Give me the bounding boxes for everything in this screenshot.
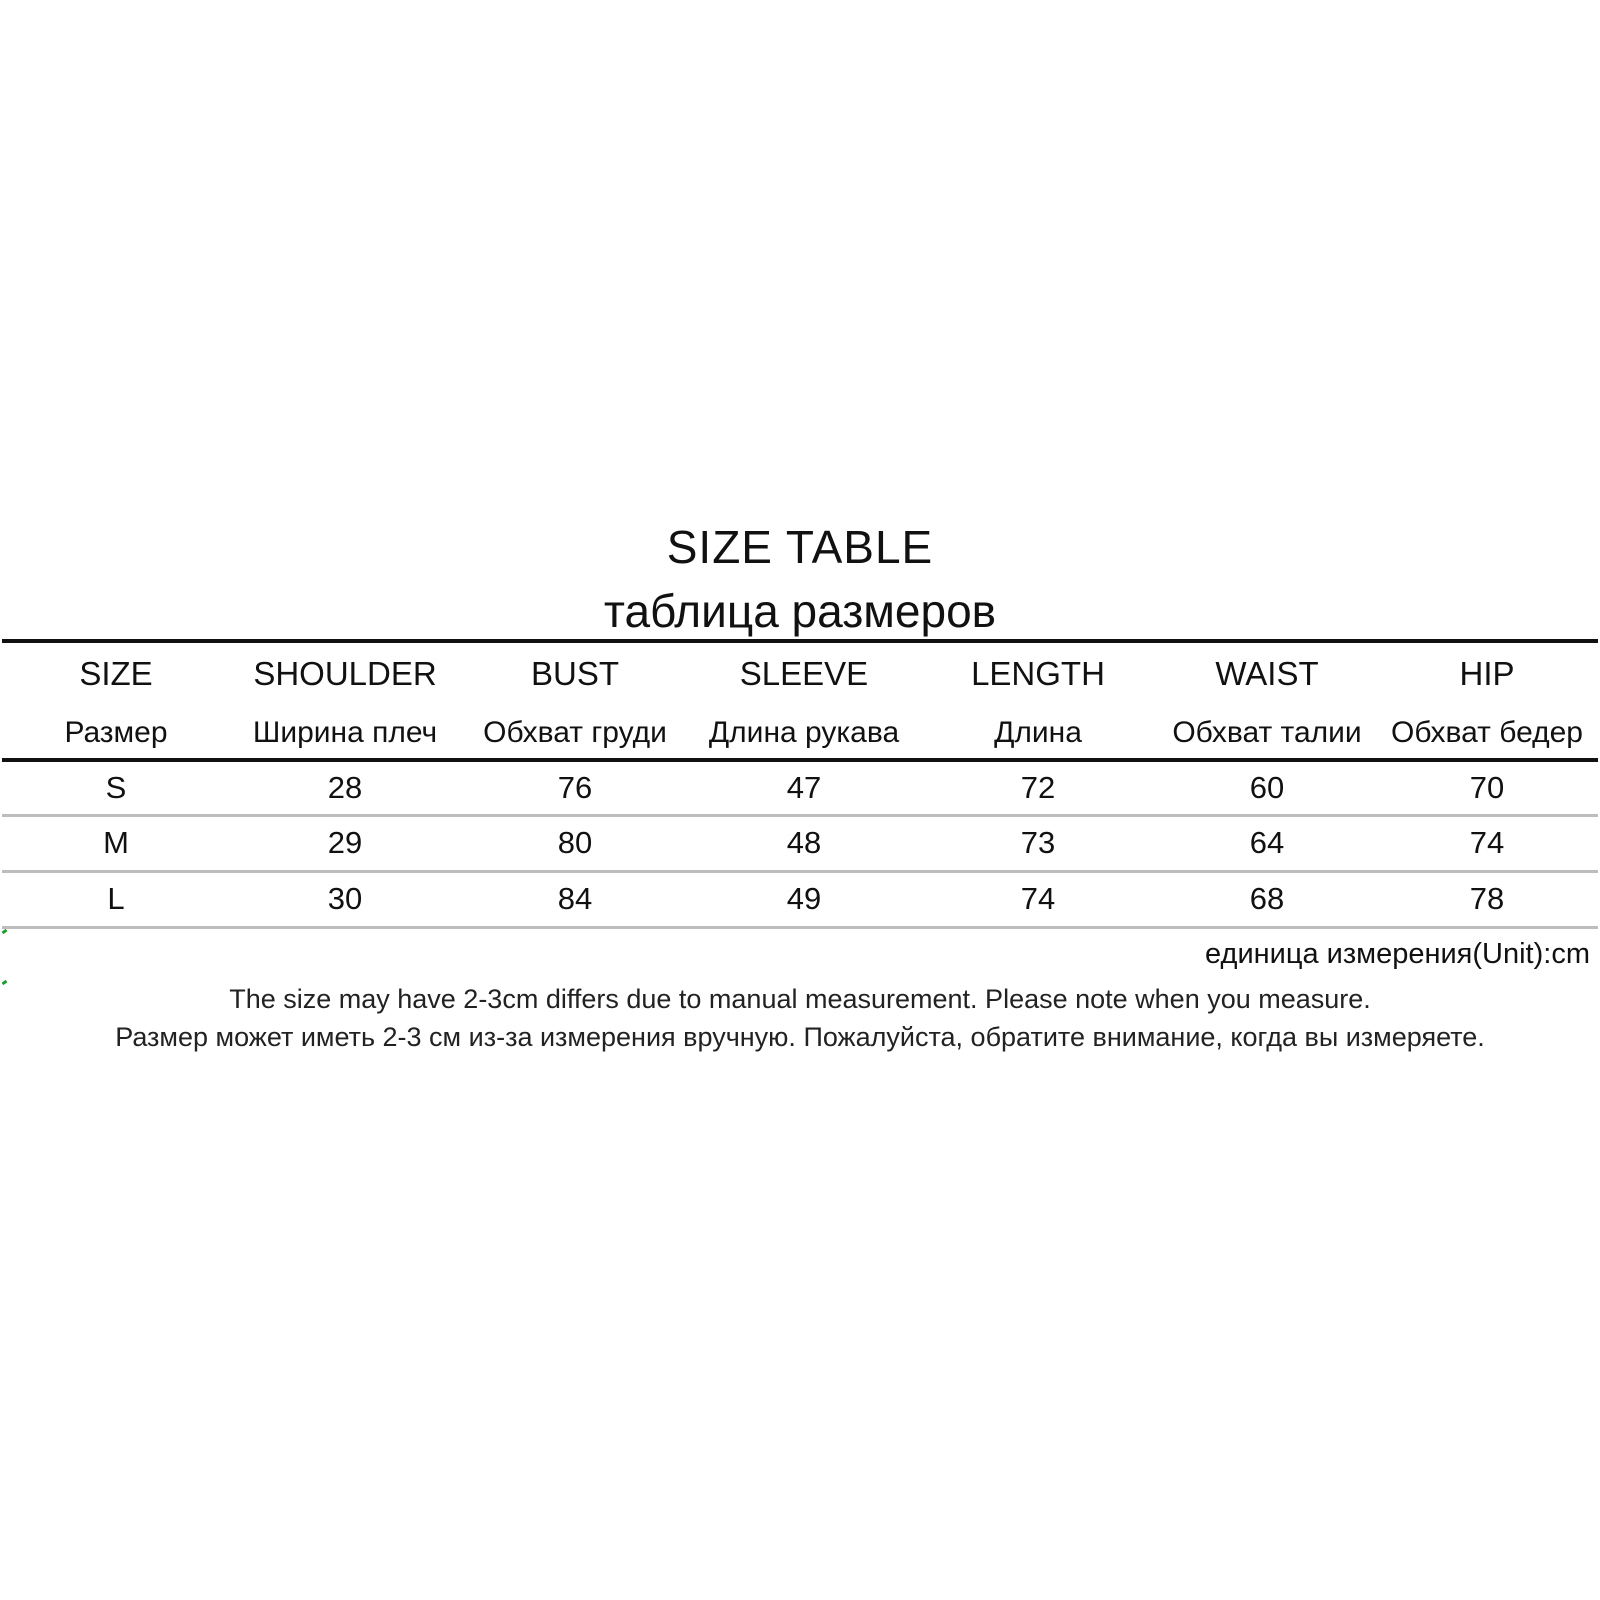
- page-title-ru: таблица размеров: [603, 585, 997, 637]
- cell-length: 74: [1020, 881, 1056, 916]
- cell-waist: 60: [1249, 770, 1285, 805]
- cell-shoulder: 30: [327, 881, 363, 916]
- cell-waist: 68: [1249, 881, 1285, 916]
- header-bottom-border: [2, 758, 1598, 762]
- header-length-ru: Длина: [994, 716, 1082, 749]
- header-shoulder: SHOULDER: [253, 655, 437, 692]
- measurement-note-ru: Размер может иметь 2-3 см из-за измерения вручную. Пожалуйста, обратите внимание, когда вы измеряете.: [115, 1022, 1485, 1052]
- unit-note: единица измерения(Unit):cm: [1205, 938, 1590, 970]
- cell-bust: 80: [557, 825, 593, 860]
- header-sleeve: SLEEVE: [739, 655, 869, 692]
- table-row: [0, 823, 1600, 863]
- header-size-ru: Размер: [64, 716, 168, 749]
- cell-sleeve: 47: [786, 770, 822, 805]
- cell-size: S: [105, 770, 127, 805]
- page-title: SIZE TABLE: [666, 521, 934, 573]
- header-size: SIZE: [79, 655, 153, 692]
- cell-size: M: [103, 825, 129, 860]
- header-hip: HIP: [1459, 655, 1515, 692]
- table-row: [0, 768, 1600, 808]
- header-bust: BUST: [530, 655, 620, 692]
- cell-size: L: [107, 881, 125, 916]
- table-bottom-border: [2, 926, 1598, 929]
- header-bust-ru: Обхват груди: [483, 716, 667, 749]
- cell-length: 73: [1020, 825, 1056, 860]
- header-shoulder-ru: Ширина плеч: [252, 716, 438, 749]
- cell-bust: 76: [557, 770, 593, 805]
- cell-sleeve: 48: [786, 825, 822, 860]
- cell-hip: 74: [1469, 825, 1505, 860]
- header-length: LENGTH: [971, 655, 1105, 692]
- cell-shoulder: 28: [327, 770, 363, 805]
- row-divider: [2, 870, 1598, 873]
- table-top-border: [2, 639, 1598, 643]
- header-row-en: [0, 654, 1600, 694]
- cell-shoulder: 29: [327, 825, 363, 860]
- cell-sleeve: 49: [786, 881, 822, 916]
- header-hip-ru: Обхват бедер: [1391, 716, 1583, 749]
- header-waist: WAIST: [1215, 655, 1319, 692]
- decorative-mark: [2, 929, 8, 934]
- header-waist-ru: Обхват талии: [1172, 716, 1362, 749]
- header-sleeve-ru: Длина рукава: [708, 716, 900, 749]
- table-row: [0, 879, 1600, 919]
- measurement-note-en: The size may have 2-3cm differs due to manual measurement. Please note when you measure.: [229, 984, 1371, 1014]
- header-row-ru: [0, 713, 1600, 753]
- cell-bust: 84: [557, 881, 593, 916]
- row-divider: [2, 814, 1598, 817]
- cell-length: 72: [1020, 770, 1056, 805]
- cell-hip: 78: [1469, 881, 1505, 916]
- cell-hip: 70: [1469, 770, 1505, 805]
- cell-waist: 64: [1249, 825, 1285, 860]
